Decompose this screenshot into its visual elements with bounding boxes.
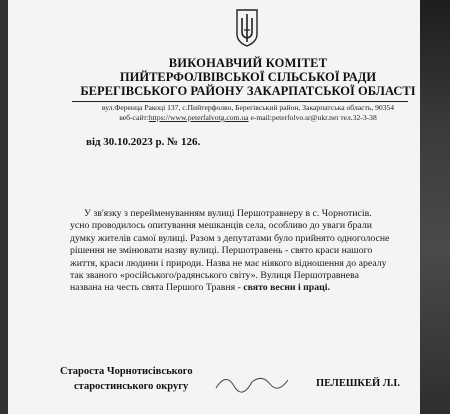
postal-address: вул.Ференца Ракоцi 137, с.Пийтерфолво, Берегівський район, Закарпатська область, 90354 (101, 103, 395, 112)
body-line: усно проводилось опитування мешканців села, особливо до уваги брали (70, 220, 372, 232)
letterhead-divider (72, 101, 408, 102)
body-line-text: названа на честь свята Першого Травня - (70, 282, 244, 294)
letterhead-line-1: ВИКОНАВЧИЙ КОМІТЕТ (168, 56, 328, 70)
letterhead-line-2: ПИЙТЕРФОЛВІВСЬКОЇ СІЛЬСЬКОЇ РАДИ (119, 70, 377, 84)
coat-of-arms-icon (234, 8, 260, 48)
email-phone: e-mail:peterfolvo.sr@ukr.net тел.32-3-38 (248, 113, 377, 122)
contact-line (48, 113, 420, 122)
document-date-number: від 30.10.2023 р. № 126. (86, 136, 201, 148)
body-emphasis: свято весни і праці. (243, 282, 330, 294)
letter-body (70, 208, 410, 295)
document-sheet (8, 0, 420, 414)
signatory-title (60, 364, 193, 394)
web-prefix: веб-сайт: (119, 113, 149, 122)
body-line: життя, краси людини і природи. Назва не має ніякого відношення до ареалу (70, 257, 387, 269)
signatory-name: ПЕЛЕШКЕЙ Л.І. (316, 378, 400, 389)
signatory-title-line-1: Староста Чорнотисівського (60, 366, 193, 377)
handwritten-signature (212, 368, 292, 396)
body-line: так званого «російського/радянського світу». Вулиця Першотравнева (70, 269, 359, 281)
body-line: рішення не змінювати назву вулиці. Першотравень - свято краси нашого (70, 245, 373, 257)
letterhead-line-3: БЕРЕГІВСЬКОГО РАЙОНУ ЗАКАРПАТСЬКОЇ ОБЛАСТІ (80, 84, 416, 98)
body-line (70, 282, 410, 294)
website-link[interactable]: https://www.peterfalvotg.com.ua (148, 113, 249, 122)
signatory-title-line-2: старостинського округу (74, 381, 189, 392)
background-left (0, 0, 8, 414)
body-line: У зв'язку з перейменуванням вулиці Першотравнеру в с. Чорнотисів. (84, 208, 372, 219)
body-line: думку жителів самої вулиці. Разом з депутатами було прийнято одноголосне (70, 232, 390, 244)
